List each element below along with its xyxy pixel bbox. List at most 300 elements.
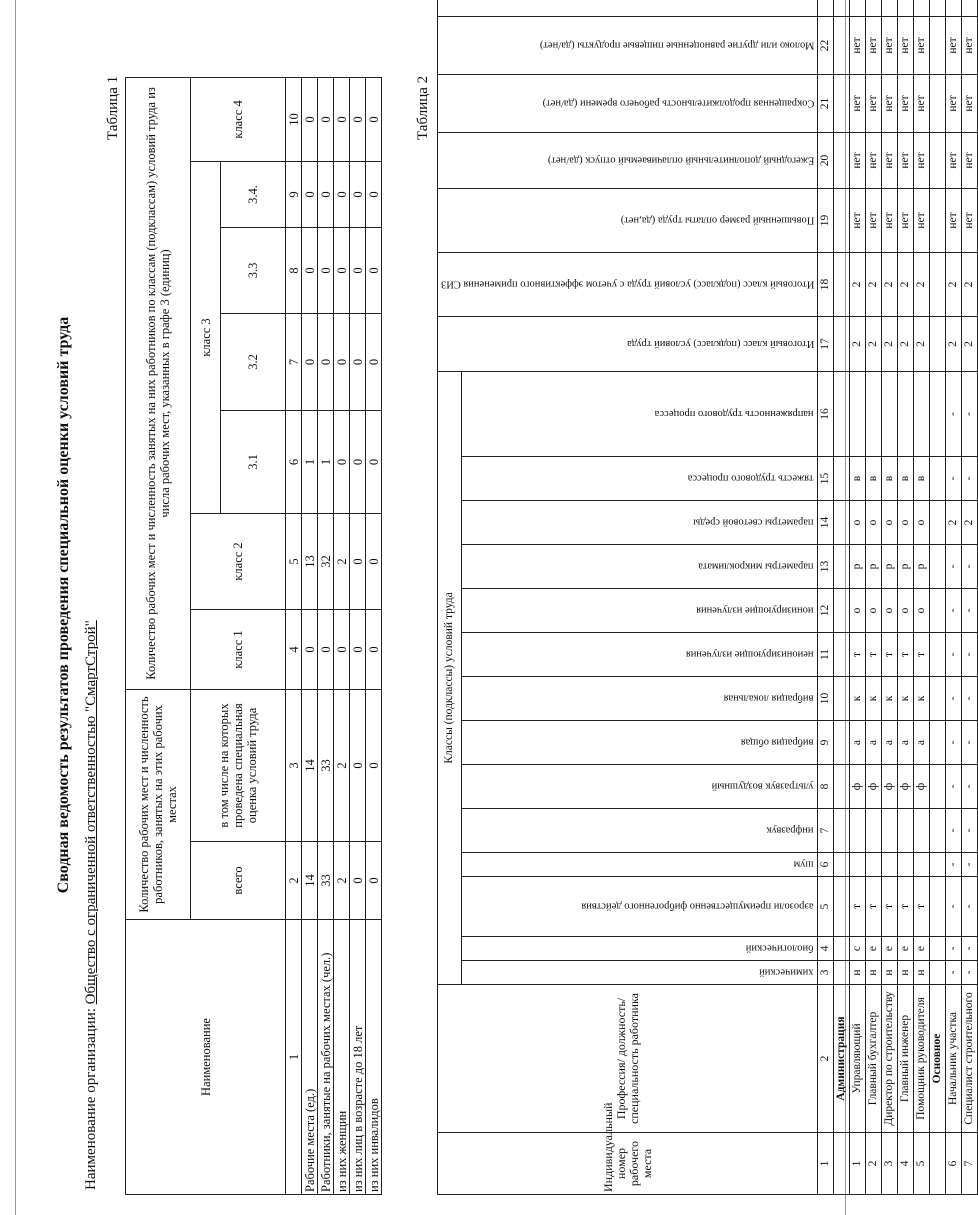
t2-cell: - [946,877,962,937]
t1-row [318,77,334,1194]
t2-cell: нет [946,188,962,252]
t2-cell: ф [866,765,882,809]
t1-header-3-3: 3.3 [221,227,286,313]
t2-cell [930,677,946,721]
t2-cell: т [882,877,898,937]
t1-header-class4: класс 4 [191,77,286,161]
t2-cell [834,132,850,188]
t1-row [302,77,318,1194]
t2-cell [898,853,914,877]
t2-cell [930,74,946,132]
t2-cell [834,677,850,721]
t2-factor-ultrasound: ультразвук воздушный [461,765,817,809]
t2-cell: к [898,677,914,721]
t2-row-profession: Управляющий [850,985,866,1133]
t2-row [946,0,962,1195]
t2-cell: - [962,961,978,985]
t1-cell: 33 [318,842,334,920]
t2-cell: 2 [882,252,898,316]
t2-body [834,0,978,1195]
t2-colnum [818,0,834,16]
t1-column-numbers [286,77,302,1194]
t2-cell: 2 [850,252,866,316]
t2-cell [930,877,946,937]
t1-colnum: 6 [286,410,302,513]
t2-cell: нет [882,132,898,188]
t2-cell: о [914,589,930,633]
t1-colnum: 7 [286,313,302,410]
t2-cell: н [866,961,882,985]
t2-cell [834,371,850,456]
t2-colnum: 10 [818,677,834,721]
t2-cell: - [946,721,962,765]
t2-cell [898,809,914,853]
t2-cell: в [914,457,930,501]
t2-colnum: 16 [818,371,834,456]
t2-colnum: 12 [818,589,834,633]
t2-cell: нет [866,188,882,252]
t2-cell: 2 [882,316,898,371]
t2-cell [946,0,962,16]
t1-cell: 0 [302,227,318,313]
t1-header-classes: Количество рабочих мест и численность занятых на них работников по классам (подклассам) условий труда из числа рабочих мест, указанных в графе 3 (единиц) [126,77,191,689]
t2-factor-general-vibration: вибрация общая [461,721,817,765]
t1-cell: 0 [366,689,382,841]
t2-cell: - [946,371,962,456]
t2-cell: к [914,677,930,721]
t1-cell: 0 [350,227,366,313]
t1-cell: 2 [334,513,350,609]
t2-cell [834,633,850,677]
t2-row-profession: Специалист строительного [962,985,978,1133]
t2-cell: а [866,721,882,765]
t2-cell: а [850,721,866,765]
t1-colnum: 4 [286,609,302,689]
t2-cell [834,853,850,877]
t1-cell: 14 [302,842,318,920]
t2-cell: в [882,457,898,501]
t2-cell: нет [882,16,898,74]
t2-cell [834,721,850,765]
t1-cell: 0 [350,77,366,161]
t2-cell [850,0,866,16]
t1-cell: 0 [350,313,366,410]
t2-cell: - [962,937,978,961]
t2-cell: 2 [962,252,978,316]
t1-row [366,77,382,1194]
t2-factor-biological: биологический [461,937,817,961]
t2-cell: о [898,501,914,545]
t1-cell: 0 [350,609,366,689]
t2-cell [834,765,850,809]
t2-cell: о [866,589,882,633]
t2-cell [866,853,882,877]
t2-cell: 2 [914,252,930,316]
t2-cell: нет [898,188,914,252]
t2-cell: - [962,721,978,765]
t2-column-numbers [818,0,834,1195]
t2-cell [834,457,850,501]
t2-cell: нет [882,188,898,252]
t2-cell: - [962,633,978,677]
t1-cell: 33 [318,689,334,841]
t2-cell [930,809,946,853]
t1-cell: 32 [318,513,334,609]
t2-cell: в [850,457,866,501]
t2-cell: - [946,765,962,809]
t2-cell [930,721,946,765]
t2-cell: нет [866,74,882,132]
t2-cell: ф [850,765,866,809]
t2-cell: 2 [962,316,978,371]
t1-cell: 14 [302,689,318,841]
t2-header-increased-pay: Повышенный размер оплаты труда (да,нет) [438,188,818,252]
t2-cell: р [882,545,898,589]
t1-colnum: 2 [286,842,302,920]
t1-cell: 0 [318,313,334,410]
t2-cell: е [914,937,930,961]
t1-colnum: 5 [286,513,302,609]
t2-factor-chemical: химический [461,961,817,985]
t2-cell [930,545,946,589]
t2-cell [930,937,946,961]
t2-cell: т [898,633,914,677]
t1-row [350,77,366,1194]
t2-cell [882,371,898,456]
t2-header-profession: Профессия/ должность/ специальность работника [438,985,818,1133]
t1-cell: 0 [302,161,318,227]
t2-colnum: 18 [818,252,834,316]
t2-cell: т [882,633,898,677]
t2-cell: н [898,961,914,985]
t1-cell: 0 [302,609,318,689]
t2-cell: - [946,677,962,721]
t2-cell: нет [898,16,914,74]
t2-colnum: 2 [818,985,834,1133]
t1-cell: 0 [366,161,382,227]
t2-row [914,0,930,1195]
t2-cell [930,252,946,316]
t2-cell [850,371,866,456]
t2-cell: р [898,545,914,589]
t2-cell: ф [882,765,898,809]
t2-cell [930,961,946,985]
t2-cell: 2 [914,316,930,371]
document-title: Сводная ведомость результатов проведения специальной оценки условий труда [55,316,72,894]
t1-header-class3: класс 3 [191,161,221,513]
t2-factor-noise: шум [461,853,817,877]
t2-cell: о [882,589,898,633]
t1-cell: 0 [334,313,350,410]
t2-cell: нет [898,74,914,132]
t2-factor-infrasound: инфразвук [461,809,817,853]
t1-cell: 0 [334,227,350,313]
t2-section-row [930,0,946,1195]
t1-cell: 0 [366,313,382,410]
t1-header-total: всего [191,842,286,920]
t2-cell: о [850,589,866,633]
t2-row-id: 2 [866,1133,882,1195]
t2-cell: н [882,961,898,985]
organization-label: Наименование организации: [83,1008,99,1190]
t1-cell: 0 [302,77,318,161]
t2-cell: - [946,853,962,877]
t2-cell [930,633,946,677]
t2-colnum: 4 [818,937,834,961]
t2-cell: ф [898,765,914,809]
t2-cell [930,132,946,188]
t2-cell: нет [850,16,866,74]
t2-factor-aerosols: аэрозоли преимущественно фиброгенного действия [461,877,817,937]
t2-cell: - [946,457,962,501]
t2-colnum: 11 [818,633,834,677]
t1-cell: 0 [318,227,334,313]
t2-cell: - [946,937,962,961]
t1-cell: 2 [334,842,350,920]
t2-cell [882,0,898,16]
t2-cell: - [962,853,978,877]
t2-cell: н [850,961,866,985]
t2-cell: - [962,809,978,853]
t2-cell: - [962,457,978,501]
t2-cell [866,371,882,456]
t2-header-id: Индивидуальный номер рабочего места [438,1133,818,1195]
t1-cell: 0 [334,77,350,161]
t1-cell: 0 [366,609,382,689]
t2-cell: о [850,501,866,545]
t2-row-profession: Начальник участка [946,985,962,1133]
t2-cell: нет [962,188,978,252]
t2-factor-intensity: напряженность трудового процесса [461,371,817,456]
t2-cell: р [914,545,930,589]
t1-colnum: 1 [286,920,302,1195]
t2-row [850,0,866,1195]
t2-cell: - [962,765,978,809]
t2-section-label: Администрация [834,985,850,1133]
t1-row-name: Работники, занятые на рабочих местах (чел.) [318,920,334,1195]
t2-cell: нет [962,74,978,132]
t1-cell: 0 [350,842,366,920]
t2-row-profession: Директор по строительству [882,985,898,1133]
t2-colnum: 9 [818,721,834,765]
t2-cell: а [914,721,930,765]
t2-cell [866,809,882,853]
t2-cell [914,0,930,16]
t2-row-id: 5 [914,1133,930,1195]
t1-cell: 0 [302,313,318,410]
organization-name: Общество с ограниченной ответственностью "СмартСтрой" [83,620,99,1005]
t2-cell [834,316,850,371]
t2-colnum: 14 [818,501,834,545]
t2-colnum: 19 [818,188,834,252]
t2-cell: нет [946,132,962,188]
t2-cell: т [850,877,866,937]
t2-cell: - [946,961,962,985]
t2-cell [930,371,946,456]
t2-cell: е [898,937,914,961]
t2-cell [834,877,850,937]
table2-caption: Таблица 2 [415,75,431,140]
t2-cell: 2 [866,316,882,371]
t2-cell [930,16,946,74]
t2-row-id: 6 [946,1133,962,1195]
t1-cell: 0 [318,77,334,161]
t2-colnum: 17 [818,316,834,371]
t1-header-count: Количество рабочих мест и численность работников, занятых на этих рабочих местах [126,689,191,919]
t1-cell: 0 [318,161,334,227]
t2-cell: 2 [946,316,962,371]
t1-cell: 0 [366,842,382,920]
t2-header-milk: Молоко или другие равноценные пищевые продукты (да/нет) [438,16,818,74]
t2-cell: т [914,877,930,937]
t2-cell [834,252,850,316]
t2-factor-local-vibration: вибрация локальная [461,677,817,721]
t2-cell: 2 [946,252,962,316]
t2-cell: е [882,937,898,961]
t2-cell [930,316,946,371]
t1-header-3-1: 3.1 [221,410,286,513]
t1-cell: 0 [350,161,366,227]
t2-colnum: 7 [818,809,834,853]
t1-row [334,77,350,1194]
t2-cell [898,371,914,456]
t2-cell: о [882,501,898,545]
t1-cell: 0 [366,513,382,609]
t2-header-final-class-siz: Итоговый класс (подкласс) условий труда с учетом эффективного применения СИЗ [438,252,818,316]
t2-row [898,0,914,1195]
t2-cell [930,188,946,252]
t2-cell [834,501,850,545]
table1-caption: Таблица 1 [105,75,121,140]
t2-cell [898,0,914,16]
t2-cell: нет [914,16,930,74]
t2-row-profession: Помощник руководителя [914,985,930,1133]
t2-section-label: Основное [930,985,946,1133]
t2-row [882,0,898,1195]
t2-cell: 2 [850,316,866,371]
t2-cell [834,809,850,853]
t1-cell: 2 [334,689,350,841]
t2-colnum: 20 [818,132,834,188]
t1-body [302,77,382,1194]
t2-cell [834,74,850,132]
t1-cell: 0 [334,609,350,689]
t2-cell: - [962,589,978,633]
t2-cell [962,0,978,16]
t2-cell: 2 [946,501,962,545]
summary-table-2 [437,0,978,1195]
t2-cell: н [914,961,930,985]
top-scan-line [15,0,16,1215]
t2-cell: ф [914,765,930,809]
t2-header-extra-leave: Ежегодный дополнительный оплачиваемый отпуск (да/нет) [438,132,818,188]
t2-cell [834,545,850,589]
t2-colnum: 6 [818,853,834,877]
t2-cell [850,809,866,853]
t2-cell: - [962,677,978,721]
t2-cell: нет [850,74,866,132]
t1-colnum: 9 [286,161,302,227]
t2-cell: е [866,937,882,961]
t1-cell: 1 [318,410,334,513]
t2-colnum: 1 [818,1133,834,1195]
t2-cell: нет [946,74,962,132]
t2-header-final-class: Итоговый класс (подкласс) условий труда [438,316,818,371]
t2-cell: к [866,677,882,721]
t2-cell: о [866,501,882,545]
t2-factor-microclimate: параметры микроклимата [461,545,817,589]
t1-colnum: 10 [286,77,302,161]
t1-cell: 1 [302,410,318,513]
t2-row-id: 1 [850,1133,866,1195]
t2-cell: нет [898,132,914,188]
t2-factor-ionizing: ионизирующие излучения [461,589,817,633]
t2-cell: т [850,633,866,677]
t2-cell: - [946,589,962,633]
t2-cell [866,0,882,16]
t1-cell: 0 [350,513,366,609]
t2-cell: - [946,633,962,677]
t2-cell [882,853,898,877]
t2-cell: к [882,677,898,721]
t2-factor-light: параметры световой среды [461,501,817,545]
t2-header-short-hours: Сокращенная продолжительность рабочего времени (да/нет) [438,74,818,132]
t2-cell: - [946,809,962,853]
t2-header-classes: Классы (подклассы) условий труда [438,371,462,984]
t2-cell: 2 [898,316,914,371]
t2-cell: 2 [962,501,978,545]
t2-cell: а [898,721,914,765]
t2-cell [834,188,850,252]
t2-section-row [834,0,850,1195]
t2-cell: с [850,937,866,961]
t2-cell: о [914,501,930,545]
t2-cell [930,501,946,545]
t2-section-id [930,1133,946,1195]
t2-row-id: 4 [898,1133,914,1195]
t2-cell: 2 [898,252,914,316]
t2-cell: - [962,545,978,589]
t2-cell [834,589,850,633]
t2-cell [834,16,850,74]
t1-cell: 0 [366,410,382,513]
t1-cell: 0 [350,410,366,513]
t1-cell: 0 [366,227,382,313]
t2-colnum: 15 [818,457,834,501]
t2-row [962,0,978,1195]
t2-cell [930,853,946,877]
t2-cell: нет [914,188,930,252]
t1-header-class2: класс 2 [191,513,286,609]
t1-row-name: Рабочие места (ед.) [302,920,318,1195]
t2-section-id [834,1133,850,1195]
t2-cell: нет [962,16,978,74]
t2-cell [914,853,930,877]
t2-header-therapeutic-food [438,0,818,16]
t1-header-assessed: в том числе на которых проведена специальная оценка условий труда [191,689,286,841]
t1-cell: 0 [318,609,334,689]
t2-cell [834,937,850,961]
t2-row-id: 7 [962,1133,978,1195]
t2-cell: - [962,371,978,456]
t1-header-3-2: 3.2 [221,313,286,410]
t2-cell: 2 [866,252,882,316]
t2-cell: нет [866,16,882,74]
t2-cell: к [850,677,866,721]
t2-cell: а [882,721,898,765]
t2-colnum: 3 [818,961,834,985]
t2-cell [914,809,930,853]
